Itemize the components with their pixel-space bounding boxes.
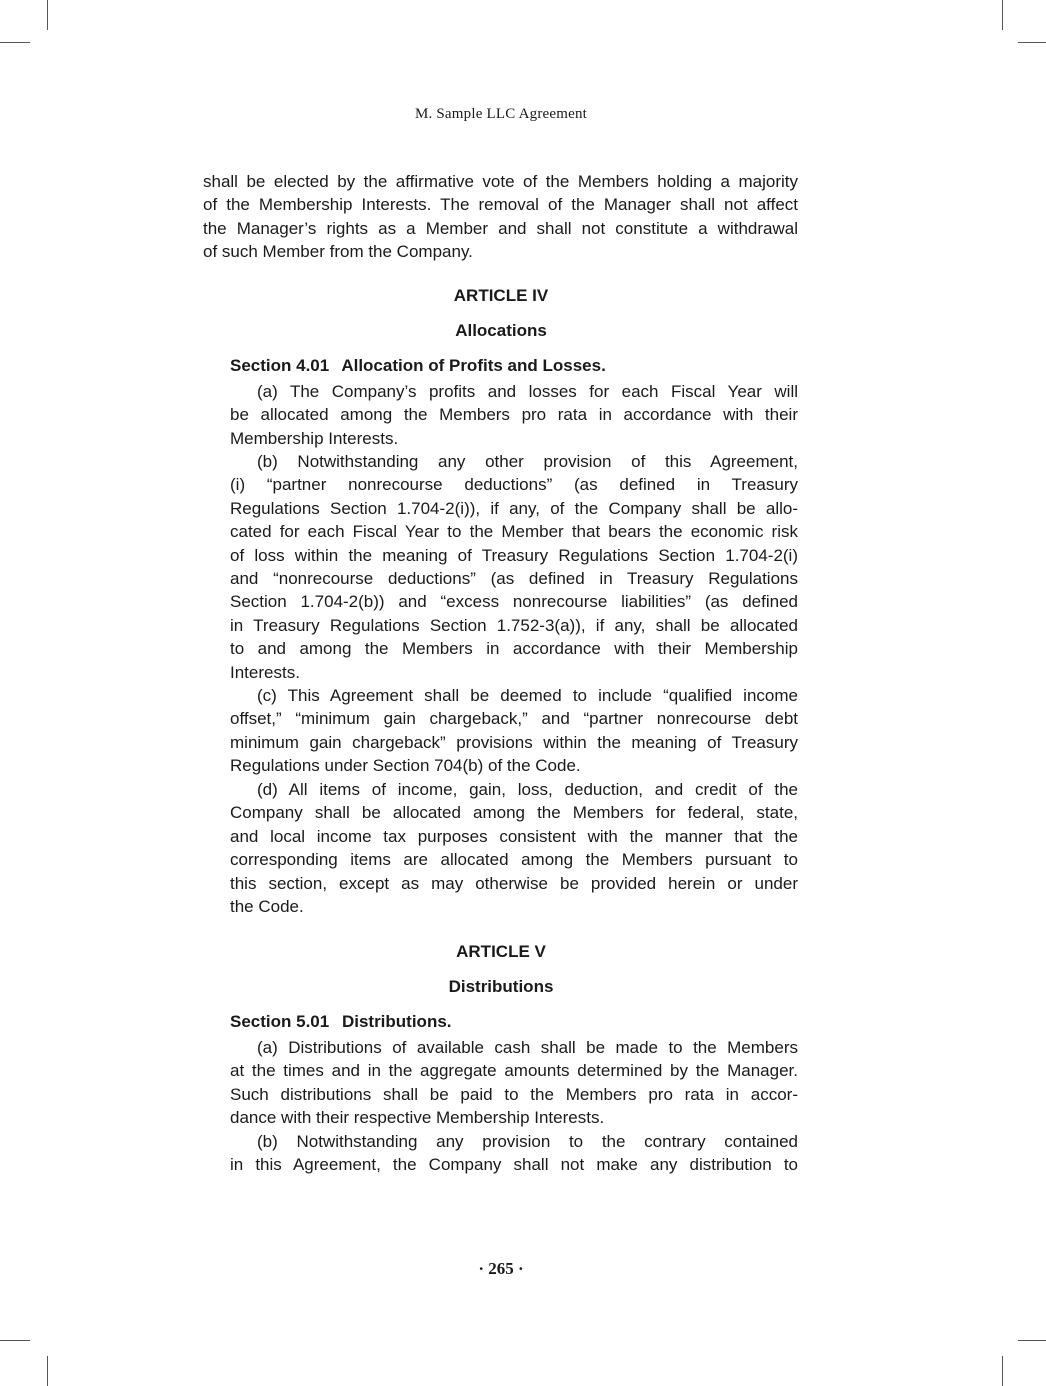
- article-heading: ARTICLE IV: [453, 286, 549, 305]
- text-line: Regulations under Section 704(b) of the Code.: [230, 756, 581, 776]
- text-line: Section 1.704-2(b)) and “excess nonrecourse liabilities” (as defined: [230, 592, 798, 612]
- article-heading: ARTICLE V: [456, 942, 546, 961]
- text-line: (i) “partner nonrecourse deductions” (as defined in Treasury: [230, 475, 798, 495]
- crop-mark: [0, 42, 30, 43]
- text-line: (d) All items of income, gain, loss, deduction, and credit of the: [257, 780, 798, 799]
- section-title: [230, 356, 606, 376]
- text-line: of the Membership Interests. The removal of the Manager shall not affect: [203, 195, 798, 215]
- paragraph-4-01-b: [230, 450, 798, 684]
- text-line: corresponding items are allocated among the Members pursuant to: [230, 850, 798, 870]
- article-subheading: Distributions: [448, 977, 554, 996]
- text-line: Company shall be allocated among the Members for federal, state,: [230, 803, 798, 823]
- paragraph-4-01-c: [230, 684, 798, 778]
- section-title-text: Allocation of Profits and Losses.: [341, 356, 606, 375]
- paragraph-5-01-b: [230, 1130, 798, 1177]
- text-line: cated for each Fiscal Year to the Member that bears the economic risk: [230, 522, 798, 542]
- section-number: Section 5.01: [230, 1012, 330, 1031]
- running-head: M. Sample LLC Agreement: [414, 106, 588, 122]
- text-line: (a) The Company’s profits and losses for each Fiscal Year will: [257, 382, 798, 401]
- text-line: in this Agreement, the Company shall not make any distribution to: [230, 1155, 798, 1175]
- text-line: of such Member from the Company.: [203, 242, 473, 262]
- article-subheading: Allocations: [455, 321, 547, 340]
- text-line: in Treasury Regulations Section 1.752-3(a)), if any, shall be allocated: [230, 615, 798, 635]
- paragraph-5-01-a: [230, 1036, 798, 1130]
- text-line: be allocated among the Members pro rata in accordance with their: [230, 405, 798, 425]
- text-line: Such distributions shall be paid to the Members pro rata in accor-: [230, 1084, 798, 1104]
- text-line: the Code.: [230, 897, 304, 917]
- paragraph-4-01-a: [230, 380, 798, 450]
- text-line: (c) This Agreement shall be deemed to include “qualified income: [257, 686, 798, 705]
- text-line: and local income tax purposes consistent with the manner that the: [230, 826, 798, 846]
- crop-mark: [1018, 1340, 1046, 1341]
- text-line: to and among the Members in accordance with their Membership: [230, 639, 798, 659]
- text-line: shall be elected by the affirmative vote of the Members holding a majority: [203, 172, 798, 191]
- text-line: (a) Distributions of available cash shall be made to the Members: [257, 1038, 798, 1057]
- crop-mark: [1002, 1356, 1003, 1386]
- text-line: and “nonrecourse deductions” (as defined in Treasury Regulations: [230, 569, 798, 589]
- text-line: of loss within the meaning of Treasury Regulations Section 1.704-2(i): [230, 545, 798, 565]
- text-line: Membership Interests.: [230, 428, 399, 448]
- section-number: Section 4.01: [230, 356, 330, 375]
- crop-mark: [47, 1356, 48, 1386]
- text-line: (b) Notwithstanding any other provision of this Agreement,: [257, 452, 798, 471]
- crop-mark: [1018, 42, 1046, 43]
- text-line: dance with their respective Membership Interests.: [230, 1108, 605, 1128]
- text-line: offset,” “minimum gain chargeback,” and “partner nonrecourse debt: [230, 709, 798, 729]
- text-line: this section, except as may otherwise be provided herein or under: [230, 873, 798, 893]
- crop-mark: [0, 1340, 30, 1341]
- section-title: [230, 1012, 452, 1032]
- text-line: (b) Notwithstanding any provision to the contrary contained: [257, 1132, 798, 1151]
- page-number: · 265 ·: [478, 1259, 524, 1278]
- crop-mark: [1002, 0, 1003, 30]
- text-line: Regulations Section 1.704-2(i)), if any, of the Company shall be allo-: [230, 498, 798, 518]
- text-line: the Manager’s rights as a Member and shall not constitute a withdrawal: [203, 218, 798, 238]
- section-title-text: Distributions.: [341, 1012, 452, 1031]
- text-line: Interests.: [230, 662, 300, 682]
- text-line: minimum gain chargeback” provisions within the meaning of Treasury: [230, 732, 798, 752]
- crop-mark: [47, 0, 48, 30]
- text-line: at the times and in the aggregate amounts determined by the Manager.: [230, 1061, 798, 1081]
- paragraph-4-01-d: [230, 778, 798, 918]
- intro-paragraph: [203, 170, 798, 264]
